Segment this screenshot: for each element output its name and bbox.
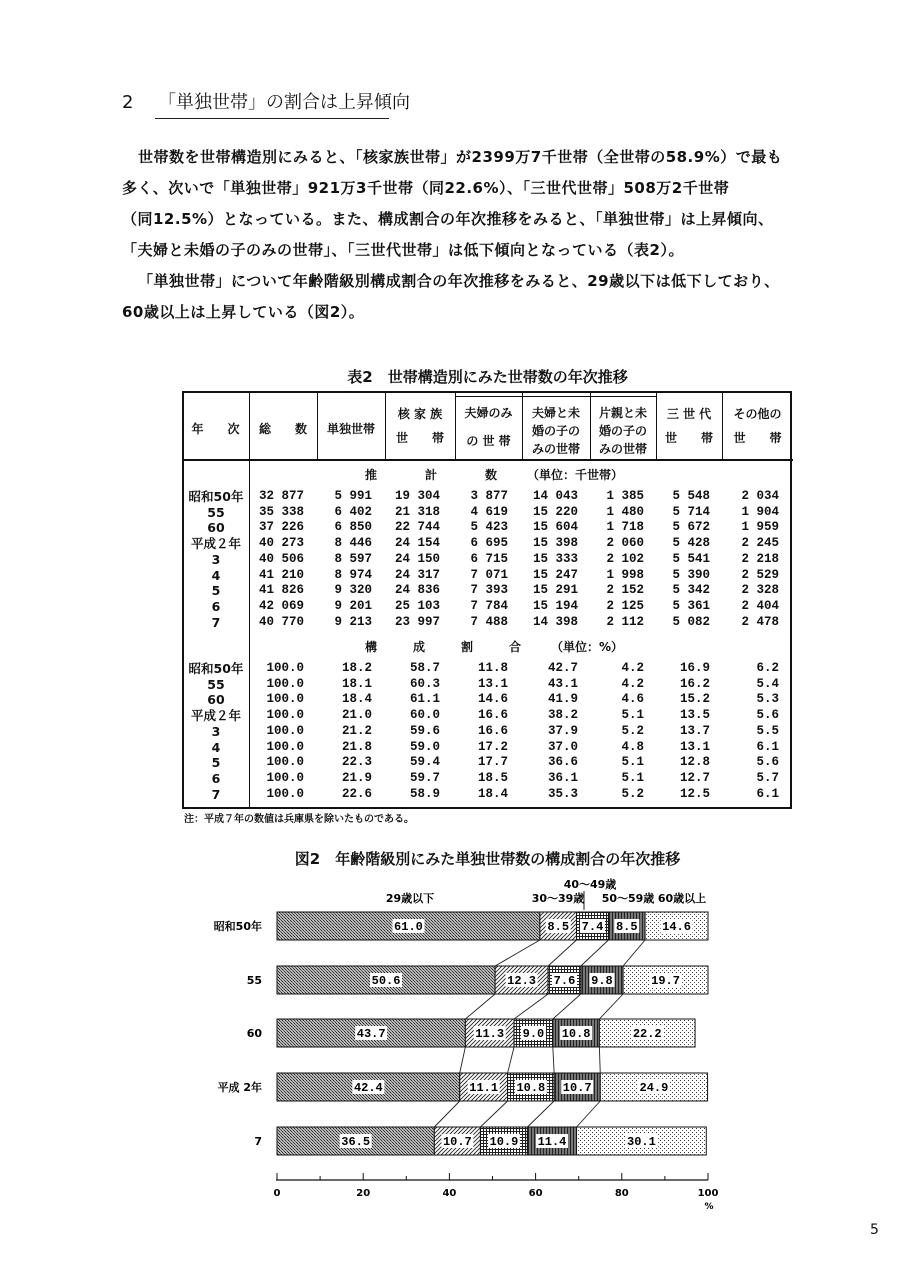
count-cell: 5 428 — [672, 536, 710, 551]
data-label: 61.0 — [394, 920, 423, 934]
ratio-cell: 16.2 — [679, 676, 710, 691]
count-cell: 41 210 — [258, 567, 304, 582]
ratio-cell: 4.2 — [621, 661, 644, 675]
data-label: 10.7 — [442, 1135, 472, 1149]
count-cell: 2 404 — [741, 598, 779, 613]
count-cell: 35 338 — [258, 504, 304, 519]
ratio-cell: 5.1 — [621, 708, 644, 723]
connector-line — [581, 940, 609, 966]
header-line: 核 家 族 — [397, 407, 443, 421]
row-year: 6 — [211, 598, 221, 614]
count-cell: 5 991 — [334, 489, 372, 503]
count-cell: 2 328 — [741, 583, 779, 598]
count-cell: 5 548 — [672, 489, 710, 503]
count-cell: 15 398 — [532, 536, 578, 551]
count-cell: 5 390 — [672, 567, 710, 582]
count-cell: 9 320 — [334, 583, 372, 598]
connector-line — [548, 940, 576, 966]
count-cell: 6 850 — [334, 520, 372, 535]
ratio-cell: 16.9 — [679, 661, 710, 675]
ratio-cell: 6.1 — [756, 786, 779, 801]
ratio-cell: 17.2 — [477, 739, 508, 754]
ratio-cell: 58.7 — [409, 661, 440, 675]
paragraph-line: 「単独世帯」について年齢階級別構成割合の年次推移をみると、29歳以下は低下しており、 — [138, 272, 780, 290]
connector-line — [599, 994, 623, 1019]
count-cell: 6 695 — [470, 536, 508, 551]
data-label: 10.9 — [489, 1135, 519, 1149]
connector-line — [577, 1101, 601, 1127]
count-cell: 15 247 — [532, 567, 578, 582]
row-year: 4 — [211, 567, 221, 583]
ratio-cell: 100.0 — [266, 708, 304, 723]
connector-line — [514, 994, 548, 1019]
x-tick-label: 100 — [697, 1188, 719, 1199]
count-cell: 5 423 — [470, 520, 508, 535]
ratio-cell: 12.8 — [679, 755, 710, 770]
count-cell: 7 393 — [470, 583, 508, 598]
row-year: 55 — [207, 676, 225, 692]
data-label: 11.3 — [475, 1027, 505, 1041]
header-line: 婚の子の — [598, 424, 647, 438]
row-year: 平成２年 — [190, 536, 241, 552]
count-cell: 32 877 — [258, 489, 304, 503]
count-cell: 8 974 — [334, 567, 372, 582]
ratio-cell: 5.6 — [756, 708, 779, 723]
connector-line — [623, 940, 645, 966]
count-cell: 1 998 — [606, 567, 644, 582]
ratio-cell: 38.2 — [547, 708, 578, 723]
count-cell: 24 154 — [394, 536, 440, 551]
data-label: 9.0 — [522, 1027, 545, 1041]
ratio-cell: 5.2 — [621, 723, 644, 738]
figure-title: 図2 年齢階級別にみた単独世帯数の構成割合の年次推移 — [294, 850, 681, 868]
ratio-cell: 100.0 — [266, 770, 304, 785]
ratio-cell: 100.0 — [266, 786, 304, 801]
connector-line — [553, 994, 581, 1019]
ratio-cell: 100.0 — [266, 692, 304, 707]
count-cell: 9 213 — [334, 614, 372, 629]
data-label: 11.1 — [469, 1081, 499, 1095]
header-line: 世 帯 — [395, 431, 444, 445]
count-cell: 2 125 — [606, 598, 644, 613]
header-line: 世 帯 — [664, 431, 713, 445]
count-cell: 40 506 — [258, 551, 304, 566]
connector-line — [460, 1047, 466, 1073]
count-cell: 41 826 — [258, 583, 304, 598]
count-cell: 15 220 — [532, 504, 578, 519]
x-unit-label: % — [704, 1202, 714, 1212]
row-year: 5 — [211, 755, 221, 771]
count-cell: 1 718 — [606, 520, 644, 535]
count-cell: 15 333 — [532, 551, 578, 566]
count-cell: 7 071 — [470, 567, 508, 582]
header-line: みの世帯 — [531, 442, 580, 456]
count-cell: 5 342 — [672, 583, 710, 598]
row-year: 4 — [211, 739, 221, 755]
category-label: 60 — [246, 1027, 262, 1040]
ratio-cell: 100.0 — [266, 661, 304, 675]
ratio-cell: 16.6 — [477, 723, 508, 738]
data-label: 9.8 — [591, 974, 613, 988]
ratio-cell: 18.2 — [341, 661, 372, 675]
ratio-cell: 12.5 — [679, 786, 710, 801]
count-cell: 21 318 — [394, 504, 440, 519]
data-label: 8.5 — [547, 920, 570, 934]
header-line: 年 次 — [191, 422, 240, 436]
header-line: 世 帯 — [733, 431, 782, 445]
ratio-cell: 12.7 — [679, 770, 710, 785]
count-cell: 37 226 — [258, 520, 304, 535]
data-label: 10.8 — [561, 1027, 591, 1041]
ratio-cell: 36.1 — [547, 770, 578, 785]
row-year: 平成２年 — [190, 708, 241, 724]
ratio-cell: 16.6 — [477, 708, 508, 723]
ratio-cell: 6.2 — [756, 661, 779, 675]
row-year: 60 — [207, 520, 225, 536]
ratio-cell: 13.1 — [477, 676, 508, 691]
ratio-cell: 59.0 — [409, 739, 440, 754]
ratio-cell: 36.6 — [547, 755, 578, 770]
row-year: 3 — [211, 723, 221, 739]
count-cell: 1 959 — [741, 520, 779, 535]
ratio-cell: 13.7 — [679, 723, 710, 738]
count-cell: 6 715 — [470, 551, 508, 566]
row-year: 60 — [207, 692, 225, 708]
count-cell: 22 744 — [394, 520, 440, 535]
ratio-cell: 4.8 — [621, 739, 644, 754]
count-cell: 2 478 — [741, 614, 779, 629]
ratio-cell: 60.3 — [409, 676, 440, 691]
connector-line — [434, 1101, 459, 1127]
count-cell: 15 604 — [532, 520, 578, 535]
count-cell: 5 672 — [672, 520, 710, 535]
row-year: 55 — [207, 504, 225, 520]
legend-label: 40～49歳 — [563, 878, 617, 891]
ratio-cell: 5.3 — [756, 692, 779, 707]
ratio-cell: 5.5 — [756, 723, 779, 738]
row-year: 5 — [211, 583, 221, 599]
count-cell: 1 385 — [606, 489, 644, 503]
row-year: 昭和50年 — [188, 661, 244, 676]
ratio-cell: 5.1 — [621, 755, 644, 770]
category-label: 7 — [254, 1135, 262, 1148]
table-note: 注：平成７年の数値は兵庫県を除いたものである。 — [184, 814, 414, 825]
count-cell: 8 446 — [334, 536, 372, 551]
header-line: その他の — [733, 407, 782, 421]
ratio-cell: 18.1 — [341, 676, 372, 691]
data-label: 7.6 — [553, 974, 576, 988]
category-label: 昭和50年 — [213, 920, 262, 933]
data-label: 19.7 — [651, 974, 680, 988]
section-label-counts: 推 計 数 （単位：千世帯） — [365, 468, 624, 482]
data-label: 43.7 — [356, 1027, 386, 1041]
count-cell: 7 784 — [470, 598, 508, 613]
ratio-cell: 5.6 — [756, 755, 779, 770]
count-cell: 19 304 — [394, 489, 440, 503]
header-line: 単独世帯 — [326, 422, 375, 436]
header-line: 総 数 — [258, 422, 307, 436]
connector-line — [508, 1047, 514, 1073]
data-label: 42.4 — [353, 1081, 383, 1095]
ratio-cell: 43.1 — [547, 676, 578, 691]
header-line: みの世帯 — [598, 442, 647, 456]
paragraph-line: 世帯数を世帯構造別にみると、「核家族世帯」が2399万7千世帯（全世帯の58.9%）で最も — [138, 148, 783, 166]
count-cell: 5 361 — [672, 598, 710, 613]
category-label: 平成 2年 — [217, 1081, 262, 1094]
paragraph-line: 多く、次いで「単独世帯」921万3千世帯（同22.6%）、「三世代世帯」508万2千世帯 — [122, 179, 730, 197]
x-tick-label: 20 — [356, 1188, 371, 1199]
ratio-cell: 100.0 — [266, 755, 304, 770]
ratio-cell: 59.4 — [409, 755, 440, 770]
section-number: 2 — [122, 92, 134, 113]
row-year: 7 — [211, 786, 221, 802]
data-label: 11.4 — [537, 1135, 567, 1149]
count-cell: 40 273 — [258, 536, 304, 551]
ratio-cell: 18.4 — [477, 786, 508, 801]
ratio-cell: 22.6 — [341, 786, 372, 801]
header-line: の 世 帯 — [466, 434, 511, 448]
ratio-cell: 21.2 — [341, 723, 372, 738]
ratio-cell: 17.7 — [477, 755, 508, 770]
ratio-cell: 21.8 — [341, 739, 372, 754]
header-line: 三 世 代 — [666, 407, 712, 421]
count-cell: 40 770 — [258, 614, 304, 629]
count-cell: 2 218 — [741, 551, 779, 566]
data-label: 50.6 — [371, 974, 401, 988]
count-cell: 5 714 — [672, 504, 710, 519]
count-cell: 23 997 — [394, 614, 440, 629]
row-year: 昭和50年 — [188, 489, 244, 504]
header-line: 片親と未 — [598, 406, 647, 420]
ratio-cell: 18.5 — [477, 770, 508, 785]
count-cell: 2 060 — [606, 536, 644, 551]
page-number: 5 — [870, 1222, 879, 1238]
connector-line — [495, 940, 540, 966]
ratio-cell: 5.4 — [756, 676, 779, 691]
table-title: 表2 世帯構造別にみた世帯数の年次推移 — [347, 368, 628, 386]
ratio-cell: 13.5 — [679, 708, 710, 723]
count-cell: 9 201 — [334, 598, 372, 613]
ratio-cell: 5.2 — [621, 786, 644, 801]
section-title: 「単独世帯」の割合は上昇傾向 — [158, 92, 410, 113]
count-cell: 2 034 — [741, 489, 779, 503]
count-cell: 5 541 — [672, 551, 710, 566]
ratio-cell: 13.1 — [679, 739, 710, 754]
ratio-cell: 59.6 — [409, 723, 440, 738]
ratio-cell: 61.1 — [409, 692, 440, 707]
count-cell: 14 398 — [532, 614, 578, 629]
count-cell: 15 194 — [532, 598, 578, 613]
count-cell: 8 597 — [334, 551, 372, 566]
count-cell: 3 877 — [470, 489, 508, 503]
data-label: 14.6 — [662, 920, 691, 934]
count-cell: 15 291 — [532, 583, 578, 598]
count-cell: 24 836 — [394, 583, 440, 598]
count-cell: 2 245 — [741, 536, 779, 551]
ratio-cell: 18.4 — [341, 692, 372, 707]
connector-line — [465, 994, 495, 1019]
connector-line — [527, 1101, 554, 1127]
header-line: 夫婦と未 — [531, 406, 580, 420]
section-label-ratios: 構 成 割 合 （単位：%） — [365, 640, 624, 654]
count-cell: 1 904 — [741, 504, 779, 519]
legend-label: 50～59歳 — [601, 892, 655, 905]
count-cell: 24 150 — [394, 551, 440, 566]
ratio-cell: 37.9 — [547, 723, 578, 738]
data-label: 8.5 — [615, 920, 638, 934]
data-label: 30.1 — [627, 1135, 656, 1149]
data-label: 24.9 — [639, 1081, 669, 1095]
ratio-cell: 58.9 — [409, 786, 440, 801]
ratio-cell: 100.0 — [266, 723, 304, 738]
data-label: 7.4 — [581, 920, 604, 934]
category-label: 55 — [246, 974, 262, 987]
count-cell: 7 488 — [470, 614, 508, 629]
count-cell: 2 112 — [606, 614, 644, 629]
count-cell: 2 102 — [606, 551, 644, 566]
ratio-cell: 5.7 — [756, 770, 779, 785]
count-cell: 4 619 — [470, 504, 508, 519]
ratio-cell: 37.0 — [547, 739, 578, 754]
paragraph-line: （同12.5%）となっている。また、構成割合の年次推移をみると、「単独世帯」は上昇傾向、 — [122, 210, 774, 228]
ratio-cell: 42.7 — [547, 661, 578, 675]
count-cell: 42 069 — [258, 598, 304, 613]
x-tick-label: 80 — [614, 1188, 629, 1199]
data-label: 22.2 — [632, 1027, 662, 1041]
ratio-cell: 100.0 — [266, 739, 304, 754]
connector-line — [480, 1101, 507, 1127]
count-cell: 25 103 — [394, 598, 440, 613]
ratio-cell: 21.9 — [341, 770, 372, 785]
ratio-cell: 35.3 — [547, 786, 578, 801]
ratio-cell: 22.3 — [341, 755, 372, 770]
data-label: 12.3 — [507, 974, 536, 988]
legend-label: 30～39歳 — [531, 892, 585, 905]
ratio-cell: 15.2 — [679, 692, 710, 707]
ratio-cell: 100.0 — [266, 676, 304, 691]
ratio-cell: 4.2 — [621, 676, 644, 691]
count-cell: 2 529 — [741, 567, 779, 582]
data-label: 10.8 — [516, 1081, 546, 1095]
ratio-cell: 6.1 — [756, 739, 779, 754]
paragraph-line: 60歳以上は上昇している（図2）。 — [122, 303, 365, 321]
data-label: 36.5 — [341, 1135, 371, 1149]
x-tick-label: 0 — [273, 1188, 281, 1199]
ratio-cell: 5.1 — [621, 770, 644, 785]
ratio-cell: 41.9 — [547, 692, 578, 707]
header-line: 婚の子の — [531, 424, 580, 438]
data-label: 10.7 — [562, 1081, 592, 1095]
connector-line — [599, 1047, 600, 1073]
legend-label: 29歳以下 — [385, 892, 435, 905]
count-cell: 24 317 — [394, 567, 440, 582]
paragraph-line: 「夫婦と未婚の子のみの世帯」、「三世代世帯」は低下傾向となっている（表2）。 — [122, 241, 684, 259]
x-tick-label: 60 — [528, 1188, 543, 1199]
ratio-cell: 21.0 — [341, 708, 372, 723]
count-cell: 5 082 — [672, 614, 710, 629]
header-line: 夫婦のみ — [464, 406, 513, 420]
ratio-cell: 11.8 — [477, 661, 508, 675]
count-cell: 1 480 — [606, 504, 644, 519]
ratio-cell: 59.7 — [409, 770, 440, 785]
count-cell: 14 043 — [532, 489, 578, 503]
ratio-cell: 14.6 — [477, 692, 508, 707]
connector-line — [553, 1047, 554, 1073]
row-year: 7 — [211, 614, 221, 630]
ratio-cell: 60.0 — [409, 708, 440, 723]
count-cell: 6 402 — [334, 504, 372, 519]
ratio-cell: 4.6 — [621, 692, 644, 707]
row-year: 6 — [211, 770, 221, 786]
count-cell: 2 152 — [606, 583, 644, 598]
row-year: 3 — [211, 551, 221, 567]
legend-label: 60歳以上 — [657, 892, 707, 905]
x-tick-label: 40 — [442, 1188, 457, 1199]
